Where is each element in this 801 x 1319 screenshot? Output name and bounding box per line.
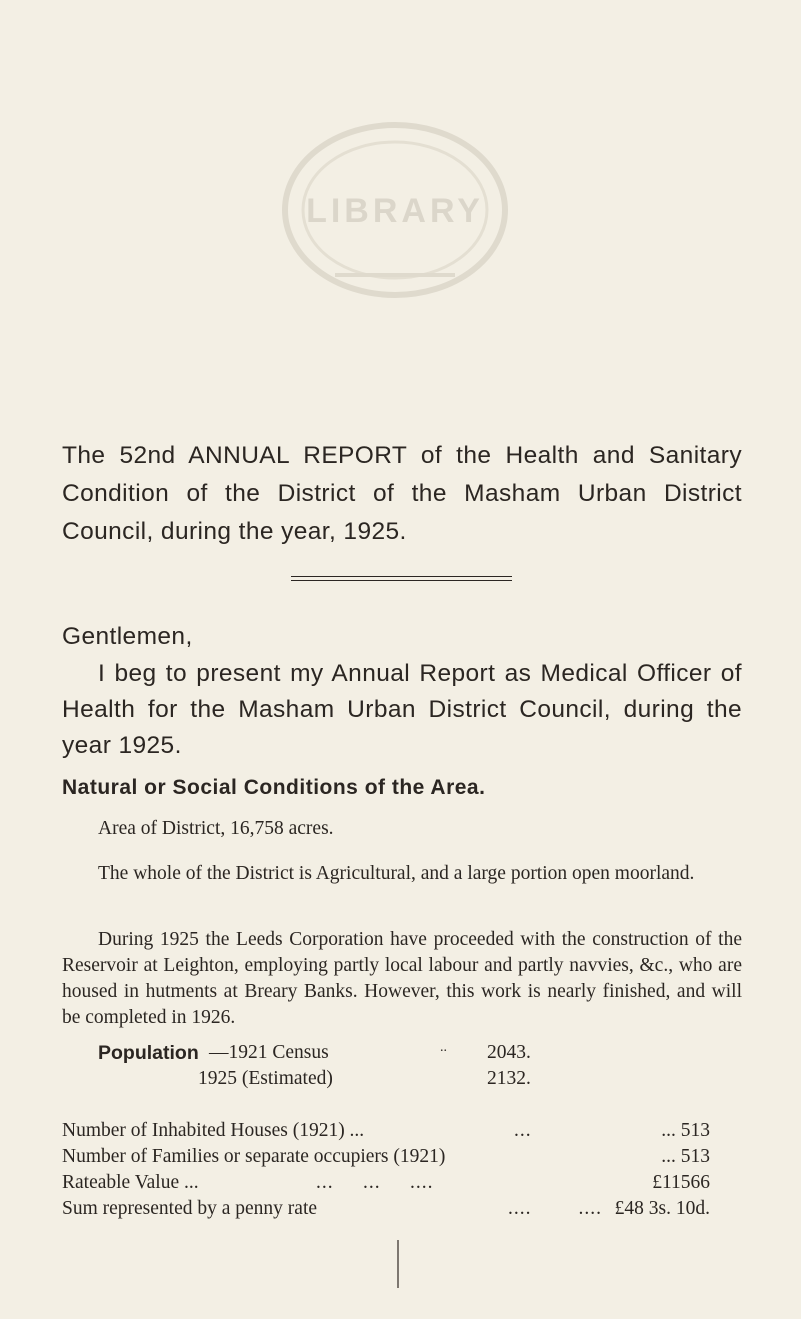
stat-label: Rateable Value ... xyxy=(62,1172,199,1193)
district-paragraph: The whole of the District is Agricultural, and a large portion open moorland. xyxy=(98,863,695,884)
stat-label: Sum represented by a penny rate xyxy=(62,1198,318,1219)
library-stamp xyxy=(265,100,525,330)
stat-dots: ... xyxy=(514,1120,532,1141)
stat-value: £11566 xyxy=(652,1172,710,1193)
divider-rule-top xyxy=(291,576,512,577)
stat-row-penny-rate xyxy=(62,1198,710,1224)
reservoir-paragraph: During 1925 the Leeds Corporation have proceeded with the construction of the Reservoir at Leighton, employing partly local labour and partly navvies, &c., who are housed in hutments at Breary Banks. However, this work is nearly finished, and will be completed in 1926. xyxy=(62,929,742,1028)
area-paragraph: Area of District, 16,758 acres. xyxy=(98,818,334,839)
stat-dots: ... ... .... xyxy=(316,1172,434,1193)
stat-row-families xyxy=(62,1146,710,1172)
population-row-1-dots: .. xyxy=(440,1040,447,1055)
population-row-2-text: 1925 (Estimated) xyxy=(198,1068,333,1089)
section-heading: Natural or Social Conditions of the Area. xyxy=(62,776,486,799)
stat-row-rateable xyxy=(62,1172,710,1198)
divider-rule-bottom xyxy=(291,580,512,581)
stat-label: Number of Inhabited Houses (1921) ... xyxy=(62,1120,365,1141)
stat-value: £48 3s. 10d. xyxy=(614,1198,710,1219)
ink-mark xyxy=(397,1240,399,1288)
stat-label: Number of Families or separate occupiers (1921) xyxy=(62,1146,446,1167)
population-row-1-value: 2043. xyxy=(487,1042,531,1063)
population-row-1-text: —1921 Census xyxy=(209,1042,329,1063)
population-row-2-value: 2132. xyxy=(487,1068,531,1089)
intro-paragraph: I beg to present my Annual Report as Medical Officer of Health for the Masham Urban District Council, during the year 1925. xyxy=(62,660,742,759)
stat-dots: .... .... xyxy=(508,1198,602,1219)
stamp-text: LIBRARY xyxy=(306,192,484,230)
salutation: Gentlemen, xyxy=(62,623,193,650)
report-title: The 52nd ANNUAL REPORT of the Health and Sanitary Condition of the District of the Masham Urban District Council, during the year, 1925. xyxy=(62,442,742,545)
stat-value: ... 513 xyxy=(661,1146,710,1167)
population-label: Population xyxy=(98,1042,199,1064)
stat-value: ... 513 xyxy=(661,1120,710,1141)
stat-row-houses xyxy=(62,1120,710,1146)
